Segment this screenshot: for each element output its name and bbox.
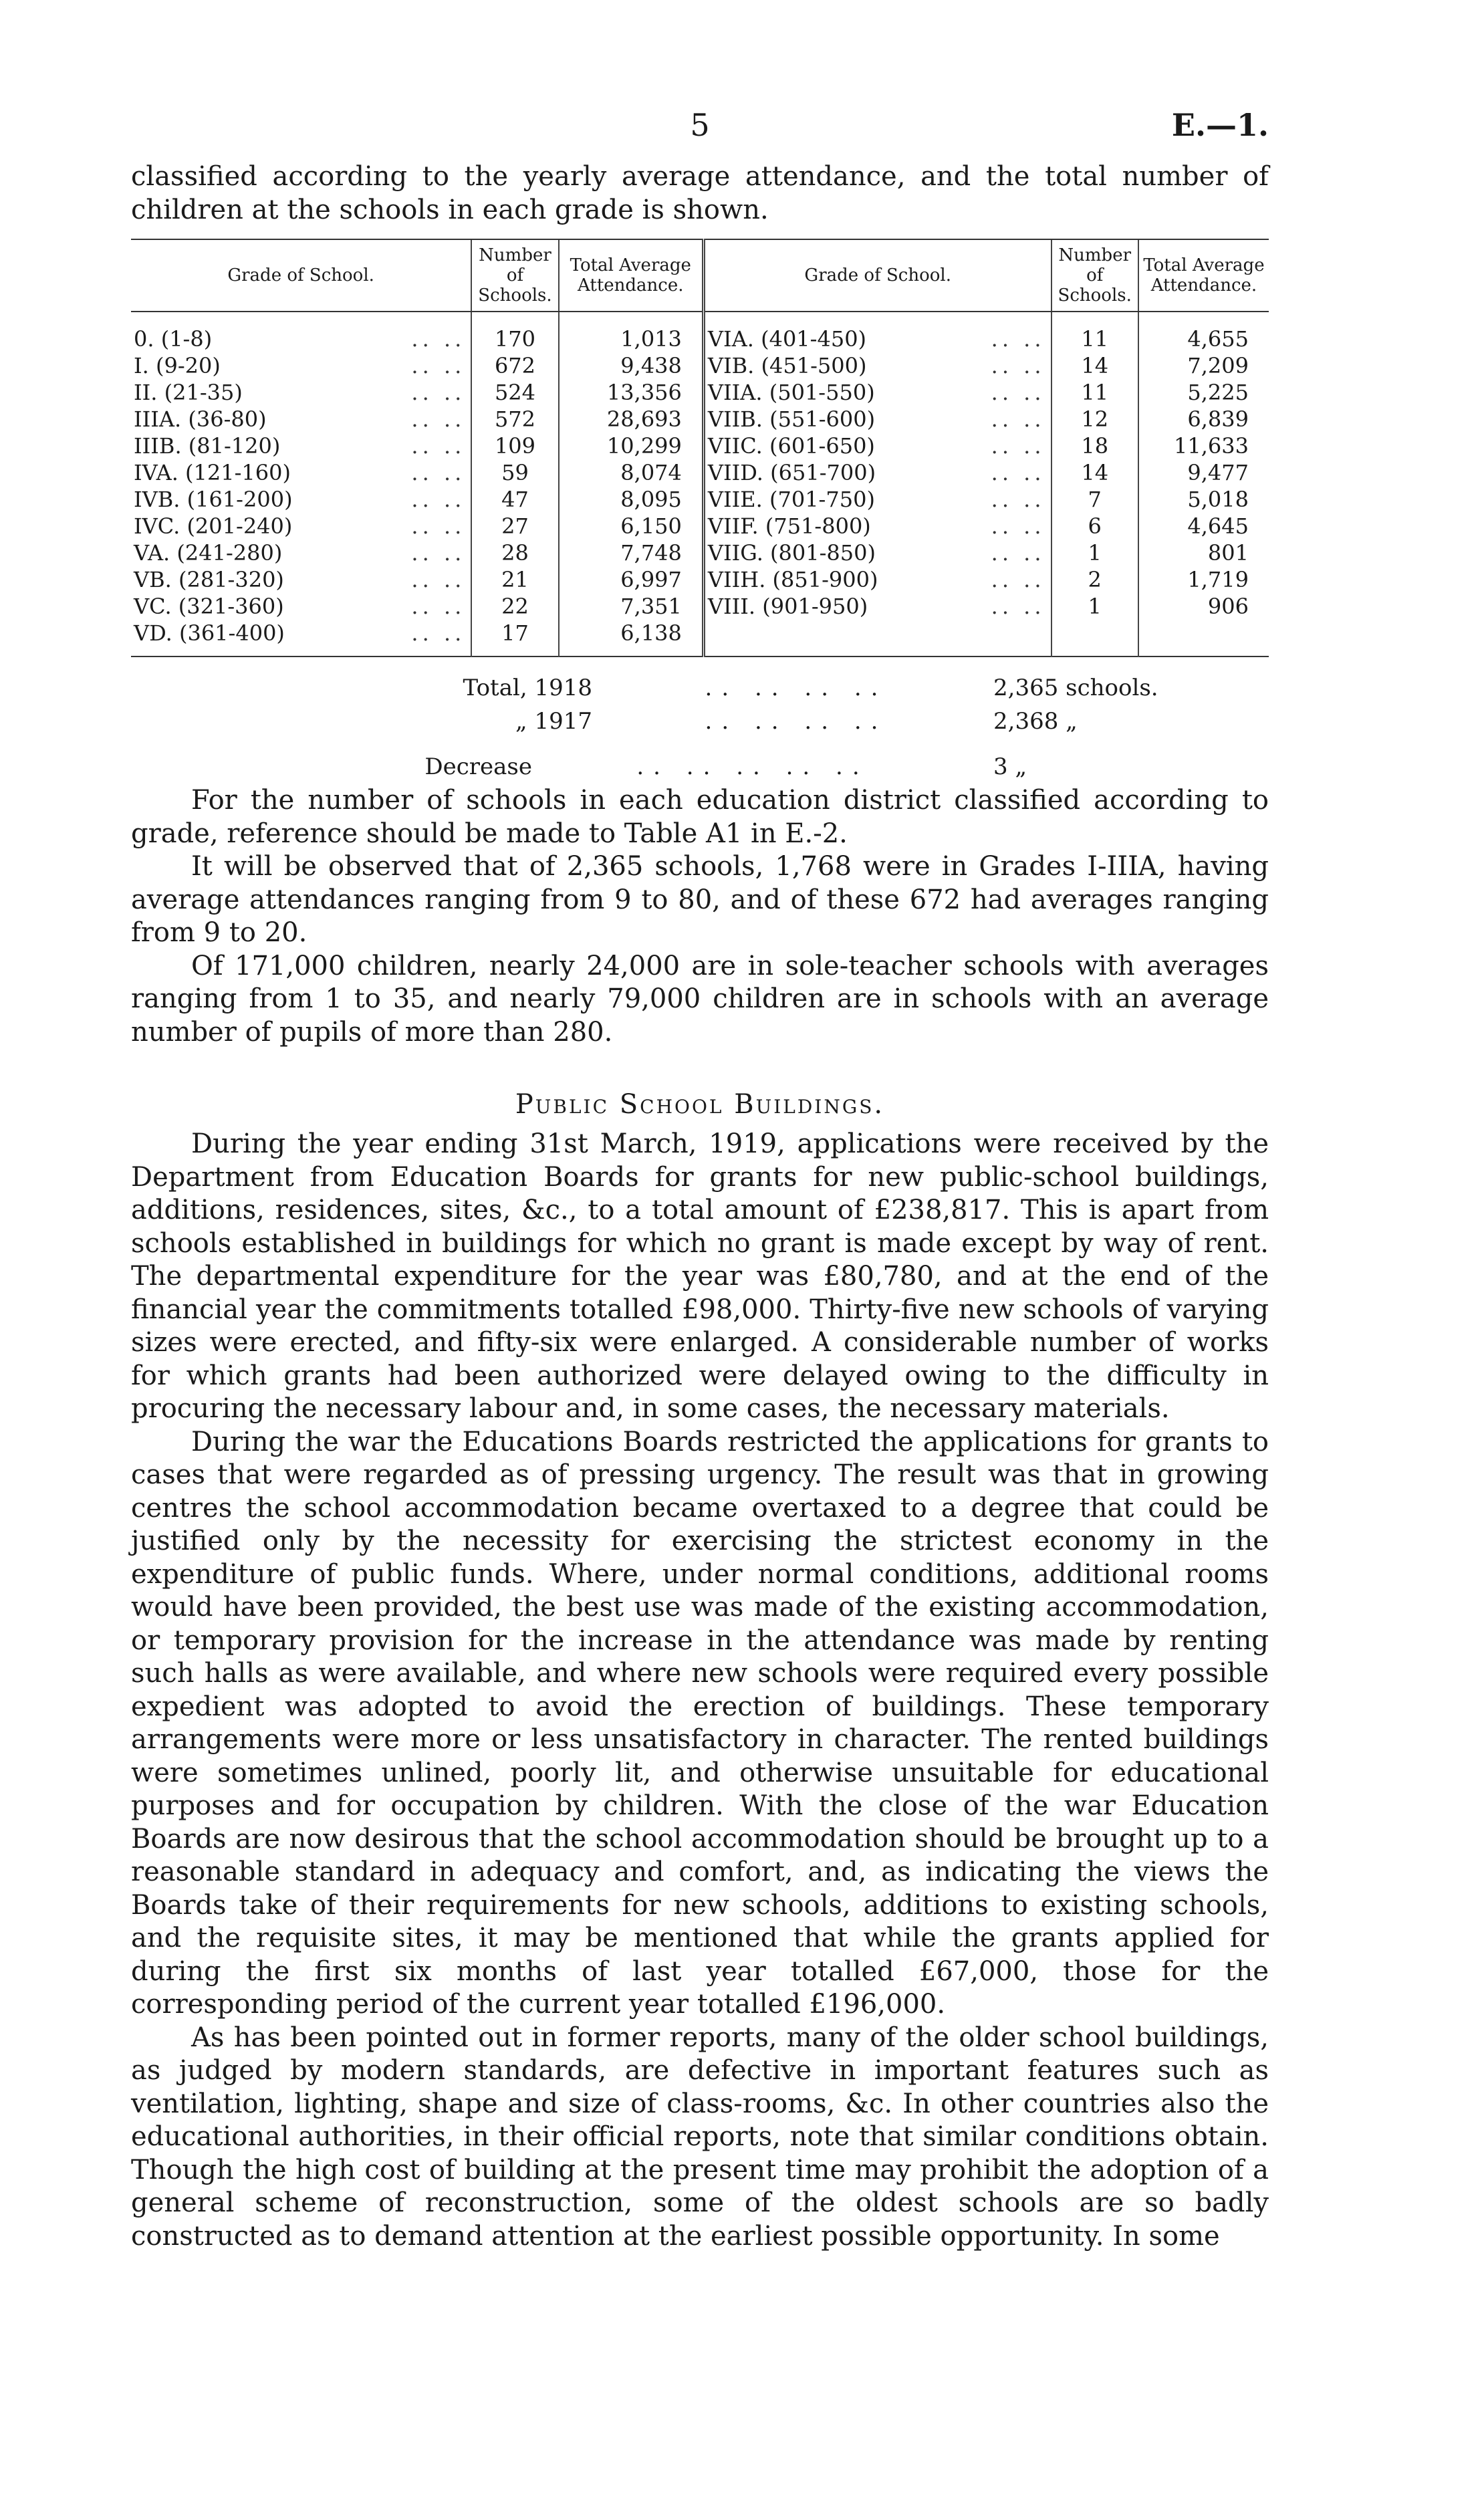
dot-leader: .. ..: [411, 567, 466, 592]
cell-number-right: [1052, 433, 1138, 459]
cell-attendance-right-text: 9,477: [1187, 460, 1249, 485]
table-row: [131, 352, 1269, 379]
cell-grade-left-text: VD. (361-400): [134, 620, 285, 646]
cell-number-left-text: 572: [494, 406, 536, 432]
cell-number-right-text: 12: [1081, 406, 1109, 432]
cell-grade-right: [703, 620, 1051, 656]
cell-attendance-right: [1138, 379, 1269, 406]
header-attendance-left: Total Average Attendance.: [559, 239, 704, 312]
cell-attendance-left: [559, 312, 704, 352]
dot-leader: .. ..: [991, 353, 1045, 378]
cell-attendance-left-text: 6,997: [620, 567, 682, 592]
cell-attendance-left-text: 28,693: [606, 406, 682, 432]
cell-grade-right-text: VIIF. (751-800): [707, 513, 871, 539]
dot-leader: .. ..: [991, 540, 1045, 566]
table-row: [131, 459, 1269, 486]
dot-leader: .. ..: [411, 326, 466, 352]
cell-attendance-left: [559, 620, 704, 656]
cell-attendance-left: [559, 406, 704, 433]
cell-number-left-text: 22: [501, 594, 529, 619]
dot-leader: .. ..: [991, 460, 1045, 485]
cell-attendance-left: [559, 540, 704, 566]
total-value: 2,368 „: [993, 708, 1078, 735]
cell-grade-right-text: VIIG. (801-850): [707, 540, 876, 566]
dot-leader: .. ..: [411, 513, 466, 539]
cell-grade-left: [131, 433, 471, 459]
cell-attendance-left-text: 10,299: [606, 433, 682, 459]
intro-paragraph: classified according to the yearly average attendance, and the total number of children at the schools in each grade is shown.: [131, 161, 1269, 225]
cell-grade-right: [703, 312, 1051, 352]
cell-number-right: [1052, 486, 1138, 513]
dot-leader: .. ..: [411, 540, 466, 566]
cell-number-right-text: 14: [1081, 353, 1109, 378]
cell-grade-left-text: IIIA. (36-80): [134, 406, 267, 432]
dot-leader: .. ..: [411, 460, 466, 485]
cell-number-right-text: 6: [1088, 513, 1102, 539]
page-number: 5: [690, 107, 710, 143]
cell-number-left: [471, 379, 558, 406]
cell-grade-left: [131, 312, 471, 352]
cell-attendance-right-text: 5,018: [1187, 487, 1249, 512]
cell-attendance-left-text: 13,356: [606, 380, 682, 405]
cell-grade-left: [131, 620, 471, 656]
cell-attendance-right: [1138, 459, 1269, 486]
cell-number-left: [471, 352, 558, 379]
dot-leader: .. ..: [991, 380, 1045, 405]
cell-attendance-right-text: 6,839: [1187, 406, 1249, 432]
dot-leader: .. ..: [991, 487, 1045, 512]
totals-block: [131, 672, 1269, 784]
cell-grade-right-text: VIID. (651-700): [707, 460, 876, 485]
dot-leader: .. ..: [991, 406, 1045, 432]
cell-attendance-right-text: 906: [1207, 594, 1249, 619]
cell-attendance-right: [1138, 312, 1269, 352]
cell-number-left: [471, 433, 558, 459]
table-row: [131, 513, 1269, 540]
decrease-value: 3 „: [993, 753, 1027, 780]
cell-number-right-text: 1: [1088, 540, 1102, 566]
paragraph-grades-observation: It will be observed that of 2,365 schools, 1,768 were in Grades I-IIIA, having average attendances ranging from 9 to 80, and of these 672 had averages ranging from 9 to 20.: [131, 851, 1269, 948]
cell-number-right-text: 11: [1081, 326, 1109, 352]
cell-number-left-text: 17: [501, 620, 529, 646]
cell-attendance-right: [1138, 486, 1269, 513]
document-page: [131, 107, 1269, 2253]
dot-leader: .. ..: [991, 513, 1045, 539]
dot-leader: .. .. .. .. ..: [636, 753, 869, 780]
cell-number-left-text: 28: [501, 540, 529, 566]
dot-leader: .. ..: [411, 406, 466, 432]
cell-attendance-left: [559, 593, 704, 620]
cell-grade-right: [703, 540, 1051, 566]
cell-number-right-text: 11: [1081, 380, 1109, 405]
cell-attendance-right-text: 4,645: [1187, 513, 1249, 539]
dot-leader: .. ..: [991, 326, 1045, 352]
cell-attendance-left: [559, 566, 704, 593]
decrease-row: [131, 751, 1269, 784]
cell-number-left: [471, 540, 558, 566]
cell-number-left: [471, 566, 558, 593]
cell-grade-right: [703, 513, 1051, 540]
cell-grade-left: [131, 513, 471, 540]
cell-number-right: [1052, 513, 1138, 540]
cell-grade-left-text: IVC. (201-240): [134, 513, 293, 539]
table-row: [131, 620, 1269, 656]
cell-attendance-left-text: 7,351: [620, 594, 682, 619]
cell-attendance-left: [559, 352, 704, 379]
cell-grade-right: [703, 486, 1051, 513]
cell-grade-left-text: VB. (281-320): [134, 567, 284, 592]
grade-attendance-table: [131, 239, 1269, 657]
paragraph-table-reference: For the number of schools in each education district classified according to grade, reference should be made to Table A1 in E.-2.: [131, 785, 1269, 849]
decrease-label: Decrease: [424, 753, 532, 780]
cell-number-right: [1052, 593, 1138, 620]
table-header-row: [131, 239, 1269, 312]
cell-grade-left-text: IIIB. (81-120): [134, 433, 281, 459]
cell-grade-left-text: IVA. (121-160): [134, 460, 291, 485]
cell-grade-left: [131, 593, 471, 620]
series-reference: E.—1.: [1171, 107, 1269, 143]
cell-attendance-right-text: 11,633: [1174, 433, 1249, 459]
cell-number-right-text: 14: [1081, 460, 1109, 485]
cell-number-left: [471, 459, 558, 486]
cell-attendance-right: [1138, 540, 1269, 566]
dot-leader: .. ..: [411, 487, 466, 512]
cell-grade-left: [131, 379, 471, 406]
cell-attendance-left-text: 6,150: [620, 513, 682, 539]
cell-attendance-right-text: 7,209: [1187, 353, 1249, 378]
cell-attendance-left: [559, 486, 704, 513]
cell-grade-left: [131, 459, 471, 486]
total-row-1917: [131, 705, 1269, 739]
cell-attendance-left: [559, 379, 704, 406]
cell-grade-right: [703, 566, 1051, 593]
section-title: Public School Buildings.: [515, 1089, 885, 1120]
cell-number-left: [471, 406, 558, 433]
cell-grade-right: [703, 593, 1051, 620]
cell-grade-left-text: II. (21-35): [134, 380, 243, 405]
cell-attendance-left-text: 1,013: [620, 326, 682, 352]
cell-attendance-left-text: 7,748: [620, 540, 682, 566]
cell-attendance-right: [1138, 620, 1269, 656]
cell-attendance-right: [1138, 433, 1269, 459]
cell-attendance-left-text: 8,095: [620, 487, 682, 512]
cell-number-right: [1052, 620, 1138, 656]
cell-number-left-text: 21: [501, 567, 529, 592]
cell-grade-left: [131, 540, 471, 566]
cell-number-left: [471, 593, 558, 620]
cell-number-left-text: 27: [501, 513, 529, 539]
table-row: [131, 406, 1269, 433]
dot-leader: .. .. .. ..: [705, 708, 888, 735]
cell-grade-left-text: IVB. (161-200): [134, 487, 293, 512]
table-row: [131, 312, 1269, 352]
cell-attendance-right: [1138, 566, 1269, 593]
cell-grade-left-text: VA. (241-280): [134, 540, 283, 566]
dot-leader: .. ..: [411, 380, 466, 405]
total-label: „ 1917: [515, 708, 592, 735]
dot-leader: .. ..: [411, 433, 466, 459]
cell-attendance-right-text: 4,655: [1187, 326, 1249, 352]
dot-leader: .. ..: [411, 353, 466, 378]
dot-leader: .. ..: [991, 567, 1045, 592]
cell-number-right: [1052, 379, 1138, 406]
cell-attendance-left: [559, 459, 704, 486]
cell-grade-left-text: 0. (1-8): [134, 326, 213, 352]
cell-grade-right-text: VIIE. (701-750): [707, 487, 875, 512]
cell-number-left-text: 524: [494, 380, 536, 405]
cell-grade-right: [703, 459, 1051, 486]
cell-grade-right: [703, 406, 1051, 433]
cell-number-left: [471, 513, 558, 540]
cell-attendance-left-text: 8,074: [620, 460, 682, 485]
cell-number-right-text: 2: [1088, 567, 1102, 592]
cell-number-left-text: 109: [494, 433, 536, 459]
cell-attendance-left: [559, 433, 704, 459]
cell-number-right: [1052, 566, 1138, 593]
cell-grade-left: [131, 566, 471, 593]
header-grade-left: Grade of School.: [131, 239, 471, 312]
cell-grade-right-text: VIIC. (601-650): [707, 433, 875, 459]
cell-number-right: [1052, 540, 1138, 566]
total-row-1918: [131, 672, 1269, 705]
header-attendance-right: Total Average Attendance.: [1138, 239, 1269, 312]
cell-number-left: [471, 312, 558, 352]
cell-number-left-text: 672: [494, 353, 536, 378]
cell-attendance-left-text: 6,138: [620, 620, 682, 646]
total-value: 2,365 schools.: [993, 675, 1158, 701]
cell-grade-left-text: I. (9-20): [134, 353, 221, 378]
cell-grade-right: [703, 433, 1051, 459]
paragraph-war-restrictions: During the war the Educations Boards restricted the applications for grants to cases that were regarded as of pressing urgency. The result was that in growing centres the school accommodation became overtaxed to a degree that could be justified only by the necessity for exercising the strictest economy in the expenditure of public funds. Where, under normal conditions, additional rooms would have been provided, the best use was made of the existing accommodation, or temporary provision for the increase in the attendance was made by renting such halls as were available, and where new schools were required every possible expedient was adopted to avoid the erection of buildings. These temporary arrangements were more or less unsatisfactory in character. The rented buildings were sometimes unlined, poorly lit, and otherwise unsuitable for educational purposes and for occupation by children. With the close of the war Education Boards are now desirous that the school accommodation should be brought up to a reasonable standard in adequacy and comfort, and, as indicating the views the Boards take of their requirements for new schools, additions to existing schools, and the requisite sites, it may be mentioned that while the grants applied for during the first six months of last year totalled £67,000, those for the corresponding period of the current year totalled £196,000.: [131, 1426, 1269, 2020]
cell-grade-left: [131, 406, 471, 433]
dot-leader: .. .. .. ..: [705, 675, 888, 701]
dot-leader: .. ..: [411, 594, 466, 619]
cell-grade-right-text: VIII. (901-950): [707, 594, 868, 619]
cell-number-left-text: 59: [501, 460, 529, 485]
cell-attendance-right: [1138, 352, 1269, 379]
dot-leader: .. ..: [991, 594, 1045, 619]
cell-attendance-left: [559, 513, 704, 540]
cell-number-right: [1052, 459, 1138, 486]
cell-number-left-text: 170: [494, 326, 536, 352]
cell-number-right-text: 7: [1088, 487, 1102, 512]
table-row: [131, 566, 1269, 593]
cell-attendance-right-text: 5,225: [1187, 380, 1249, 405]
table-row: [131, 540, 1269, 566]
cell-attendance-right-text: 801: [1207, 540, 1249, 566]
cell-grade-right-text: VIIA. (501-550): [707, 380, 875, 405]
table-row: [131, 486, 1269, 513]
cell-attendance-right: [1138, 593, 1269, 620]
cell-grade-left: [131, 352, 471, 379]
cell-grade-right: [703, 379, 1051, 406]
cell-number-right: [1052, 406, 1138, 433]
cell-grade-right: [703, 352, 1051, 379]
cell-number-right: [1052, 312, 1138, 352]
table-row: [131, 433, 1269, 459]
table-row: [131, 593, 1269, 620]
cell-attendance-right-text: 1,719: [1187, 567, 1249, 592]
header-number-right: Number of Schools.: [1052, 239, 1138, 312]
paragraph-older-buildings: As has been pointed out in former reports, many of the older school buildings, as judged by modern standards, are defective in important features such as ventilation, lighting, shape and size of class-rooms, &c. In other countries also the educational authorities, in their official reports, note that similar conditions obtain. Though the high cost of building at the present time may prohibit the adoption of a general scheme of reconstruction, some of the oldest schools are so badly constructed as to demand attention at the earliest possible opportunity. In some: [131, 2022, 1269, 2252]
cell-number-left-text: 47: [501, 487, 529, 512]
cell-attendance-right: [1138, 406, 1269, 433]
cell-grade-right-text: VIA. (401-450): [707, 326, 867, 352]
header-number-left: Number of Schools.: [471, 239, 558, 312]
cell-grade-right-text: VIIH. (851-900): [707, 567, 878, 592]
cell-attendance-left-text: 9,438: [620, 353, 682, 378]
dot-leader: .. ..: [411, 620, 466, 646]
cell-number-right: [1052, 352, 1138, 379]
cell-attendance-right: [1138, 513, 1269, 540]
cell-number-left: [471, 620, 558, 656]
cell-grade-left: [131, 486, 471, 513]
cell-grade-right-text: VIIB. (551-600): [707, 406, 876, 432]
total-label: Total, 1918: [463, 675, 592, 701]
paragraph-applications: During the year ending 31st March, 1919, applications were received by the Department from Education Boards for grants for new public-school buildings, additions, residences, sites, &c., to a total amount of £238,817. This is apart from schools established in buildings for which no grant is made except by way of rent. The departmental expenditure for the year was £80,780, and at the end of the financial year the commitments totalled £98,000. Thirty-five new schools of varying sizes were erected, and fifty-six were enlarged. A considerable number of works for which grants had been authorized were delayed owing to the difficulty in procuring the necessary labour and, in some cases, the necessary materials.: [131, 1128, 1269, 1424]
cell-grade-left-text: VC. (321-360): [134, 594, 284, 619]
cell-number-right-text: 1: [1088, 594, 1102, 619]
dot-leader: .. ..: [991, 433, 1045, 459]
page-header: [131, 107, 1269, 160]
paragraph-children-distribution: Of 171,000 children, nearly 24,000 are in sole-teacher schools with averages ranging from 1 to 35, and nearly 79,000 children are in schools with an average number of pupils of more than 280.: [131, 950, 1269, 1048]
header-grade-right: Grade of School.: [703, 239, 1051, 312]
cell-number-right-text: 18: [1081, 433, 1109, 459]
table-row: [131, 379, 1269, 406]
table-body: [131, 312, 1269, 656]
cell-grade-right-text: VIB. (451-500): [707, 353, 867, 378]
cell-number-left: [471, 486, 558, 513]
